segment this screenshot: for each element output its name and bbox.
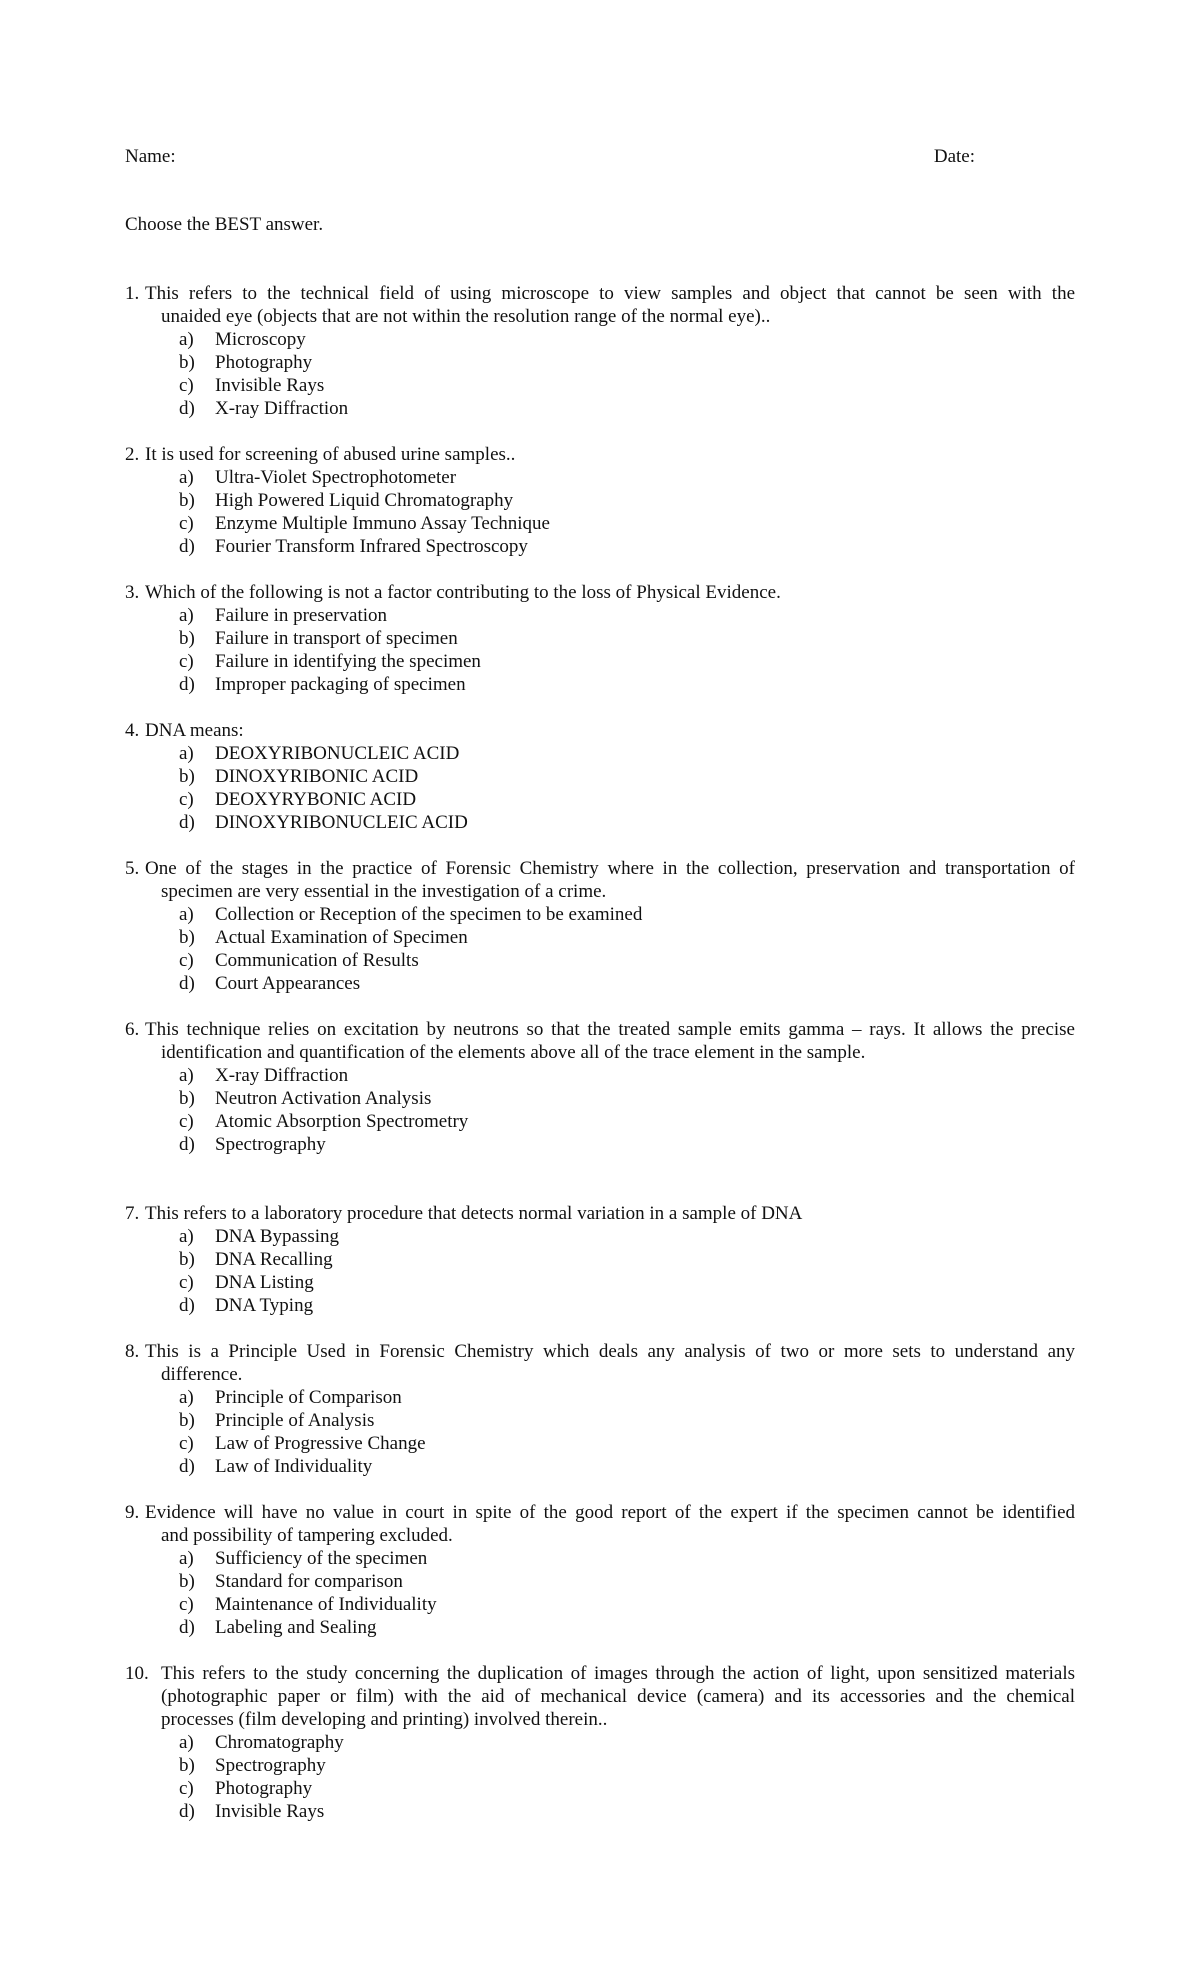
answer-option xyxy=(125,466,1075,489)
answer-option xyxy=(125,949,1075,972)
question-text: This refers to the technical field of using microscope to view samples and object that cannot be seen with the xyxy=(145,283,1075,304)
option-text: Maintenance of Individuality xyxy=(215,1594,437,1615)
option-text: Law of Progressive Change xyxy=(215,1433,426,1454)
answer-option xyxy=(125,512,1075,535)
option-text: Law of Individuality xyxy=(215,1456,373,1477)
answer-option xyxy=(125,1593,1075,1616)
question-stem-line xyxy=(125,1363,1075,1386)
option-letter: d) xyxy=(179,674,195,695)
answer-option xyxy=(125,1294,1075,1317)
question-stem-line xyxy=(125,1018,1075,1041)
option-text: Neutron Activation Analysis xyxy=(215,1088,432,1109)
question-stem-line xyxy=(125,1340,1075,1363)
question-item xyxy=(125,1662,1075,1823)
question-text: Evidence will have no value in court in spite of the good report of the expert if the specimen cannot be identified xyxy=(145,1502,1075,1523)
question-number xyxy=(125,305,161,328)
option-letter: b) xyxy=(179,927,195,948)
option-letter: a) xyxy=(179,329,194,350)
answer-option xyxy=(125,535,1075,558)
answer-option xyxy=(125,604,1075,627)
answer-option xyxy=(125,1547,1075,1570)
option-text: Spectrography xyxy=(215,1134,326,1155)
option-text: DEOXYRYBONIC ACID xyxy=(215,789,417,810)
answer-option xyxy=(125,1731,1075,1754)
question-stem-line xyxy=(125,1501,1075,1524)
question-text: It is used for screening of abused urine samples.. xyxy=(145,444,516,465)
option-text: Actual Examination of Specimen xyxy=(215,927,468,948)
option-text: Invisible Rays xyxy=(215,1801,325,1822)
answer-option xyxy=(125,903,1075,926)
answer-option xyxy=(125,1271,1075,1294)
option-text: Court Appearances xyxy=(215,973,361,994)
answer-option xyxy=(125,650,1075,673)
question-text: DNA means: xyxy=(145,720,244,741)
question-stem-line xyxy=(125,1524,1075,1547)
question-number xyxy=(125,1708,161,1731)
option-text: Failure in preservation xyxy=(215,605,388,626)
question-stem-line xyxy=(125,443,1075,466)
option-letter: b) xyxy=(179,1755,195,1776)
question-number: 8. xyxy=(125,1341,140,1362)
option-text: Improper packaging of specimen xyxy=(215,674,466,695)
answer-option xyxy=(125,1248,1075,1271)
answer-option xyxy=(125,1064,1075,1087)
answer-option xyxy=(125,926,1075,949)
question-item xyxy=(125,1501,1075,1639)
question-stem-line xyxy=(125,1708,1075,1731)
answer-option xyxy=(125,972,1075,995)
option-letter: d) xyxy=(179,1617,195,1638)
option-letter: d) xyxy=(179,1134,195,1155)
answer-option xyxy=(125,1432,1075,1455)
question-number: 5. xyxy=(125,858,140,879)
option-letter: c) xyxy=(179,1272,194,1293)
answer-options xyxy=(125,1547,1075,1639)
answer-option xyxy=(125,1616,1075,1639)
option-letter: d) xyxy=(179,812,195,833)
option-letter: b) xyxy=(179,490,195,511)
question-number xyxy=(125,880,161,903)
question-text: One of the stages in the practice of Forensic Chemistry where in the collection, preservation and transportation of xyxy=(145,858,1075,879)
question-item xyxy=(125,1340,1075,1478)
answer-options xyxy=(125,1064,1075,1156)
question-stem-line xyxy=(125,305,1075,328)
option-letter: c) xyxy=(179,513,194,534)
question-stem-line xyxy=(125,1662,1075,1685)
question-text: difference. xyxy=(161,1364,243,1385)
option-letter: c) xyxy=(179,1111,194,1132)
question-number xyxy=(125,1363,161,1386)
answer-option xyxy=(125,1087,1075,1110)
question-number xyxy=(125,1041,161,1064)
question-stem-line xyxy=(125,581,1075,604)
worksheet-header xyxy=(125,145,975,168)
option-letter: a) xyxy=(179,605,194,626)
answer-option xyxy=(125,1110,1075,1133)
question-text: specimen are very essential in the investigation of a crime. xyxy=(161,881,607,902)
question-text: and possibility of tampering excluded. xyxy=(161,1525,453,1546)
option-letter: c) xyxy=(179,651,194,672)
option-text: Invisible Rays xyxy=(215,375,325,396)
option-letter: d) xyxy=(179,398,195,419)
answer-options xyxy=(125,1386,1075,1478)
answer-option xyxy=(125,489,1075,512)
option-text: DINOXYRIBONIC ACID xyxy=(215,766,419,787)
option-text: Chromatography xyxy=(215,1732,344,1753)
answer-options xyxy=(125,742,1075,834)
option-text: DEOXYRIBONUCLEIC ACID xyxy=(215,743,460,764)
option-letter: c) xyxy=(179,1433,194,1454)
question-stem-line xyxy=(125,282,1075,305)
option-letter: d) xyxy=(179,1295,195,1316)
question-item xyxy=(125,443,1075,558)
answer-option xyxy=(125,811,1075,834)
option-letter: c) xyxy=(179,375,194,396)
option-text: Labeling and Sealing xyxy=(215,1617,377,1638)
question-text: This technique relies on excitation by neutrons so that the treated sample emits gamma – rays. It allows the precise xyxy=(145,1019,1075,1040)
question-item xyxy=(125,857,1075,995)
option-text: Fourier Transform Infrared Spectroscopy xyxy=(215,536,528,557)
question-number xyxy=(125,1685,161,1708)
question-number: 10. xyxy=(125,1663,149,1684)
option-letter: b) xyxy=(179,1571,195,1592)
question-stem-line xyxy=(125,880,1075,903)
option-text: Communication of Results xyxy=(215,950,419,971)
option-text: DNA Typing xyxy=(215,1295,314,1316)
option-text: DNA Listing xyxy=(215,1272,314,1293)
option-text: Photography xyxy=(215,1778,313,1799)
answer-option xyxy=(125,627,1075,650)
option-text: Failure in identifying the specimen xyxy=(215,651,481,672)
answer-option xyxy=(125,1754,1075,1777)
option-letter: d) xyxy=(179,536,195,557)
option-text: Standard for comparison xyxy=(215,1571,403,1592)
question-text: unaided eye (objects that are not within the resolution range of the normal eye).. xyxy=(161,306,771,327)
option-letter: a) xyxy=(179,1387,194,1408)
question-number: 1. xyxy=(125,283,140,304)
option-text: DNA Recalling xyxy=(215,1249,333,1270)
question-text: Which of the following is not a factor contributing to the loss of Physical Evidence. xyxy=(145,582,781,603)
option-letter: b) xyxy=(179,352,195,373)
question-stem-line xyxy=(125,1041,1075,1064)
option-text: Enzyme Multiple Immuno Assay Technique xyxy=(215,513,550,534)
option-letter: a) xyxy=(179,1226,194,1247)
answer-option xyxy=(125,397,1075,420)
option-letter: a) xyxy=(179,904,194,925)
option-letter: c) xyxy=(179,1594,194,1615)
question-list xyxy=(125,282,1075,1846)
option-text: Principle of Analysis xyxy=(215,1410,375,1431)
answer-options xyxy=(125,1225,1075,1317)
option-letter: b) xyxy=(179,1088,195,1109)
answer-option xyxy=(125,1777,1075,1800)
question-text: This refers to a laboratory procedure that detects normal variation in a sample of DNA xyxy=(145,1203,803,1224)
question-item xyxy=(125,1018,1075,1156)
option-letter: b) xyxy=(179,1249,195,1270)
answer-option xyxy=(125,1455,1075,1478)
option-text: X-ray Diffraction xyxy=(215,1065,349,1086)
question-item xyxy=(125,282,1075,420)
question-number: 9. xyxy=(125,1502,140,1523)
question-number: 6. xyxy=(125,1019,140,1040)
question-number: 4. xyxy=(125,720,140,741)
option-letter: d) xyxy=(179,1456,195,1477)
answer-options xyxy=(125,604,1075,696)
option-text: Atomic Absorption Spectrometry xyxy=(215,1111,469,1132)
answer-option xyxy=(125,328,1075,351)
instructions: Choose the BEST answer. xyxy=(125,214,324,235)
answer-option xyxy=(125,788,1075,811)
date-label: Date: xyxy=(933,146,975,167)
question-number xyxy=(125,1524,161,1547)
question-number: 7. xyxy=(125,1203,140,1224)
option-text: Spectrography xyxy=(215,1755,326,1776)
option-letter: a) xyxy=(179,1548,194,1569)
option-text: DNA Bypassing xyxy=(215,1226,340,1247)
option-text: DINOXYRIBONUCLEIC ACID xyxy=(215,812,468,833)
option-letter: a) xyxy=(179,743,194,764)
question-item xyxy=(125,581,1075,696)
answer-option xyxy=(125,374,1075,397)
answer-option xyxy=(125,1409,1075,1432)
answer-options xyxy=(125,903,1075,995)
answer-option xyxy=(125,1225,1075,1248)
option-letter: a) xyxy=(179,467,194,488)
question-text: This is a Principle Used in Forensic Chemistry which deals any analysis of two or more sets to understand any xyxy=(145,1341,1075,1362)
option-letter: b) xyxy=(179,628,195,649)
option-text: Collection or Reception of the specimen to be examined xyxy=(215,904,643,925)
option-letter: a) xyxy=(179,1065,194,1086)
option-letter: a) xyxy=(179,1732,194,1753)
answer-option xyxy=(125,1800,1075,1823)
option-letter: b) xyxy=(179,1410,195,1431)
option-text: Principle of Comparison xyxy=(215,1387,402,1408)
question-item xyxy=(125,1202,1075,1317)
option-letter: b) xyxy=(179,766,195,787)
answer-option xyxy=(125,351,1075,374)
answer-option xyxy=(125,742,1075,765)
name-label: Name: xyxy=(125,146,176,167)
question-number: 3. xyxy=(125,582,140,603)
option-letter: d) xyxy=(179,973,195,994)
answer-option xyxy=(125,765,1075,788)
answer-option xyxy=(125,1386,1075,1409)
question-stem-line xyxy=(125,857,1075,880)
question-text: processes (film developing and printing) involved therein.. xyxy=(161,1709,608,1730)
option-text: Ultra-Violet Spectrophotometer xyxy=(215,467,457,488)
question-text: This refers to the study concerning the duplication of images through the action of light, upon sensitized materials xyxy=(161,1663,1075,1684)
question-stem-line xyxy=(125,1685,1075,1708)
answer-option xyxy=(125,1133,1075,1156)
question-text: (photographic paper or film) with the aid of mechanical device (camera) and its accessories and the chemical xyxy=(161,1686,1075,1707)
option-letter: c) xyxy=(179,789,194,810)
question-stem-line xyxy=(125,719,1075,742)
option-text: Sufficiency of the specimen xyxy=(215,1548,428,1569)
option-text: Microscopy xyxy=(215,329,306,350)
option-text: X-ray Diffraction xyxy=(215,398,349,419)
answer-option xyxy=(125,1570,1075,1593)
question-stem-line xyxy=(125,1202,1075,1225)
answer-options xyxy=(125,328,1075,420)
answer-option xyxy=(125,673,1075,696)
option-letter: c) xyxy=(179,1778,194,1799)
option-text: High Powered Liquid Chromatography xyxy=(215,490,514,511)
question-text: identification and quantification of the elements above all of the trace element in the sample. xyxy=(161,1042,866,1063)
option-letter: d) xyxy=(179,1801,195,1822)
answer-options xyxy=(125,1731,1075,1823)
option-text: Photography xyxy=(215,352,313,373)
answer-options xyxy=(125,466,1075,558)
question-number: 2. xyxy=(125,444,140,465)
option-text: Failure in transport of specimen xyxy=(215,628,458,649)
option-letter: c) xyxy=(179,950,194,971)
question-item xyxy=(125,719,1075,834)
